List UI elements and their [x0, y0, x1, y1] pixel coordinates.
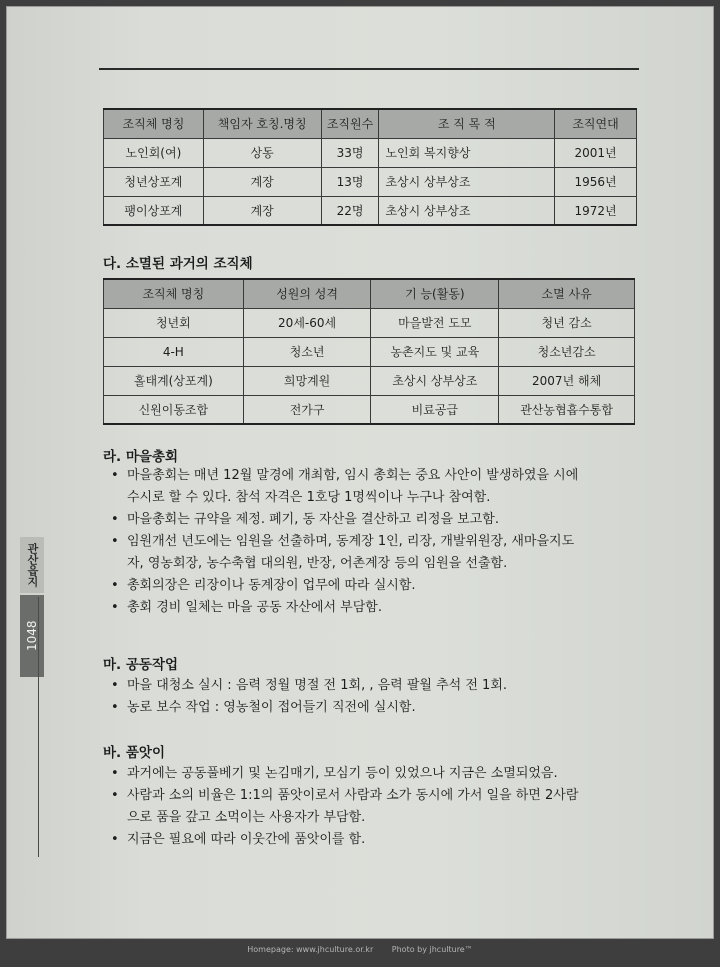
list-item: [111, 785, 641, 807]
list-item-continuation: 으로 품을 갚고 소먹이는 사용자가 부담함.: [127, 810, 366, 825]
bullet: •: [111, 700, 119, 715]
table-cell: 상동: [203, 138, 321, 167]
table-header-cell: 조 직 목 적: [379, 109, 555, 138]
document-frame: [6, 6, 714, 939]
table-cell: 홀태계(상포계): [104, 366, 244, 395]
table-cell: 마을발전 도모: [371, 308, 499, 337]
table-row: [104, 366, 635, 395]
table-cell: 계장: [203, 167, 321, 196]
list-item-text: 농로 보수 작업 : 영농철이 접어들기 직전에 실시함.: [127, 700, 416, 715]
list-item-text: 사람과 소의 비율은 1:1의 품앗이로서 사람과 소가 동시에 가서 일을 하면 2사람: [127, 788, 579, 803]
list-item-text: 과거에는 공동풀베기 및 논김매기, 모심기 등이 있었으나 지금은 소멸되었음.: [127, 766, 558, 781]
table-cell: 신원이동조합: [104, 395, 244, 424]
table-cell: 33명: [321, 138, 379, 167]
table-cell: 비료공급: [371, 395, 499, 424]
table-cell: 초상시 상부상조: [379, 196, 555, 225]
table-cell: 1956년: [555, 167, 637, 196]
joint-work-list: [111, 675, 641, 719]
list-item-text: 마을총회는 매년 12월 말경에 개최함, 임시 총회는 중요 사안이 발생하였을 시에: [127, 468, 579, 483]
table-cell: 희망계원: [243, 366, 371, 395]
table-header-cell: 조직연대: [555, 109, 637, 138]
bullet: •: [111, 468, 119, 483]
list-item-text: 지금은 필요에 따라 이웃간에 품앗이를 함.: [127, 832, 366, 847]
table-cell: 전가구: [243, 395, 371, 424]
table-header-row: [104, 109, 637, 138]
header-rule: [99, 68, 639, 70]
table-cell: 2001년: [555, 138, 637, 167]
list-item: [111, 597, 641, 619]
photo-credit: Photo by jhculture™: [391, 945, 473, 954]
list-item: [111, 675, 641, 697]
list-item-text: 임원개선 년도에는 임원을 선출하며, 동계장 1인, 리장, 개발위원장, 새마을지도: [127, 534, 575, 549]
table-cell: 청소년감소: [499, 337, 635, 366]
side-tab: [20, 537, 44, 677]
table-header-cell: 성원의 성격: [243, 279, 371, 308]
table-cell: 13명: [321, 167, 379, 196]
table-cell: 1972년: [555, 196, 637, 225]
section-heading-ma: 마. 공동작업: [103, 657, 179, 673]
bullet: •: [111, 534, 119, 549]
list-item-continuation: 수시로 할 수 있다. 참석 자격은 1호당 1명씩이나 누구나 참여함.: [127, 490, 491, 505]
bullet: •: [111, 678, 119, 693]
section-heading-ba: 바. 품앗이: [103, 745, 165, 761]
table-header-cell: 조직체 명칭: [104, 279, 244, 308]
table-header-cell: 소멸 사유: [499, 279, 635, 308]
table-cell: 22명: [321, 196, 379, 225]
labor-exchange-list: [111, 763, 641, 851]
image-footer: [0, 945, 720, 954]
general-meeting-list: [111, 465, 641, 619]
bullet: •: [111, 512, 119, 527]
list-item: [111, 465, 641, 487]
list-item: [111, 575, 641, 597]
table-cell: 20세-60세: [243, 308, 371, 337]
bullet: •: [111, 600, 119, 615]
table-row: [104, 138, 637, 167]
table-row: [104, 167, 637, 196]
bullet: •: [111, 788, 119, 803]
table-cell: 노인회(여): [104, 138, 204, 167]
table-cell: 2007년 해체: [499, 366, 635, 395]
side-rule: [38, 597, 39, 857]
list-item: [111, 509, 641, 531]
section-heading-da: 다. 소멸된 과거의 조직체: [103, 256, 253, 272]
bullet: •: [111, 766, 119, 781]
list-item: [111, 531, 641, 553]
table-cell: 관산농협흡수통합: [499, 395, 635, 424]
table-row: [104, 395, 635, 424]
table-cell: 4-H: [104, 337, 244, 366]
table-header-row: [104, 279, 635, 308]
list-item: [111, 763, 641, 785]
table-cell: 팽이상포계: [104, 196, 204, 225]
bullet: •: [111, 578, 119, 593]
list-item: [111, 829, 641, 851]
table-header-cell: 조직체 명칭: [104, 109, 204, 138]
list-item-text: 총회 경비 일체는 마을 공동 자산에서 부담함.: [127, 600, 382, 615]
list-item-text: 총회의장은 리장이나 동계장이 업무에 따라 실시함.: [127, 578, 416, 593]
current-organizations-table: [103, 108, 637, 226]
table-cell: 청년상포계: [104, 167, 204, 196]
list-item-text: 마을 대청소 실시 : 음력 정월 명절 전 1회, , 음력 팔월 추석 전 1회.: [127, 678, 508, 693]
dissolved-organizations-table: [103, 278, 635, 425]
table-header-cell: 기 능(활동): [371, 279, 499, 308]
table-cell: 계장: [203, 196, 321, 225]
homepage-link[interactable]: Homepage: www.jhculture.or.kr: [247, 945, 374, 954]
page-number: 1048: [20, 595, 44, 677]
table-cell: 청년 감소: [499, 308, 635, 337]
bullet: •: [111, 832, 119, 847]
list-item-text: 마을총회는 규약을 제정. 폐기, 동 자산을 결산하고 리정을 보고함.: [127, 512, 499, 527]
list-item-continuation: 자, 영농회장, 농수축협 대의원, 반장, 어촌계장 등의 임원을 선출함.: [127, 556, 508, 571]
table-cell: 초상시 상부상조: [379, 167, 555, 196]
table-header-cell: 조직원수: [321, 109, 379, 138]
list-item: [111, 697, 641, 719]
book-page: [7, 7, 713, 938]
table-header-cell: 책임자 호칭.명칭: [203, 109, 321, 138]
table-row: [104, 337, 635, 366]
book-title-tab: 관산읍지: [20, 537, 44, 593]
table-row: [104, 196, 637, 225]
section-heading-ra: 라. 마을총회: [103, 449, 179, 465]
table-cell: 노인회 복지향상: [379, 138, 555, 167]
table-row: [104, 308, 635, 337]
table-cell: 청년회: [104, 308, 244, 337]
table-cell: 청소년: [243, 337, 371, 366]
table-cell: 초상시 상부상조: [371, 366, 499, 395]
table-cell: 농촌지도 및 교육: [371, 337, 499, 366]
